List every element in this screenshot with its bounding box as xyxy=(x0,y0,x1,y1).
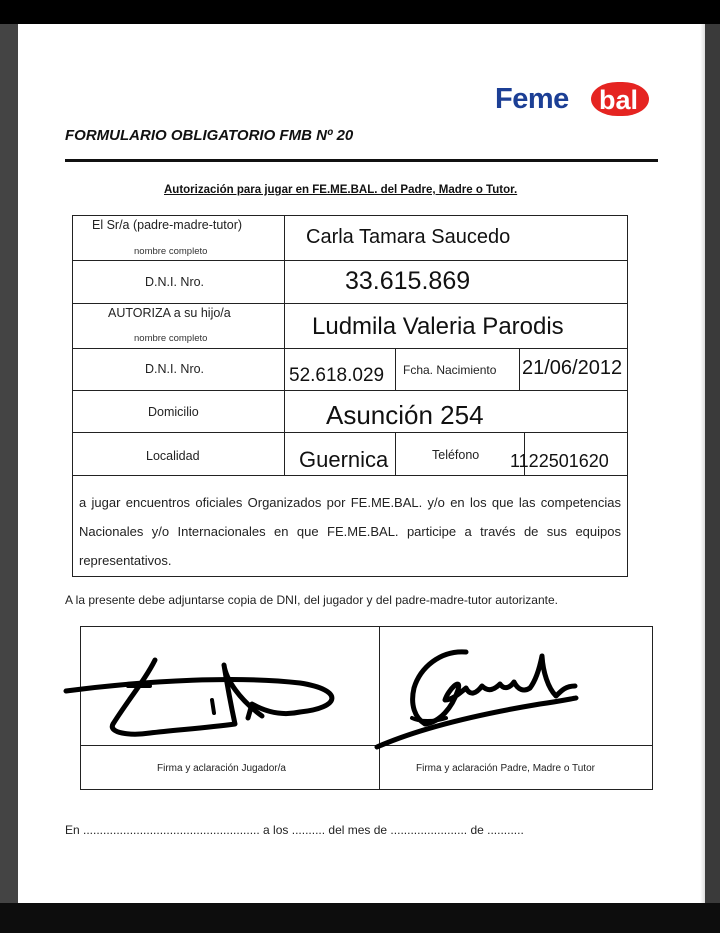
address: Asunción 254 xyxy=(326,400,484,430)
child-name: Ludmila Valeria Parodis xyxy=(312,313,564,340)
phone-label: Teléfono xyxy=(432,448,480,462)
parent-dni: 33.615.869 xyxy=(345,267,471,295)
city: Guernica xyxy=(299,447,389,472)
parent-sublabel: nombre completo xyxy=(134,246,208,257)
logo-text-feme: Feme xyxy=(495,83,569,115)
city-label: Localidad xyxy=(146,449,200,463)
parent-dni-label: D.N.I. Nro. xyxy=(145,275,205,289)
logo-text-bal: bal xyxy=(599,85,639,115)
attachment-note: A la presente debe adjuntarse copia de DNI, del jugador y del padre-madre-tutor autorizante. xyxy=(65,593,558,607)
address-label: Domicilio xyxy=(148,405,199,419)
authorization-text: a jugar encuentros oficiales Organizados por FE.ME.BAL. y/o en los que las competencias Nacionales y/o Internacionales en que FE.ME.BAL. participe a través de sus equipos representativos. xyxy=(79,495,621,568)
phone: 1122501620 xyxy=(510,451,609,471)
parent-name: Carla Tamara Saucedo xyxy=(306,226,511,248)
date-place-line: En ..................................................... a los .......... del mes de ....................... de ........... xyxy=(65,823,524,837)
child-label: AUTORIZA a su hijo/a xyxy=(108,306,231,320)
form-title: FORMULARIO OBLIGATORIO FMB Nº 20 xyxy=(65,127,354,144)
child-sublabel: nombre completo xyxy=(134,333,208,344)
player-signature-label: Firma y aclaración Jugador/a xyxy=(157,763,286,774)
child-dni-label: D.N.I. Nro. xyxy=(145,362,205,376)
parent-signature-label: Firma y aclaración Padre, Madre o Tutor xyxy=(416,763,595,774)
form-subtitle: Autorización para jugar en FE.ME.BAL. del Padre, Madre o Tutor. xyxy=(164,184,518,196)
birth-label: Fcha. Nacimiento xyxy=(403,363,497,377)
child-dni: 52.618.029 xyxy=(289,365,385,386)
birth-date: 21/06/2012 xyxy=(522,357,623,379)
parent-label: El Sr/a (padre-madre-tutor) xyxy=(92,218,243,232)
